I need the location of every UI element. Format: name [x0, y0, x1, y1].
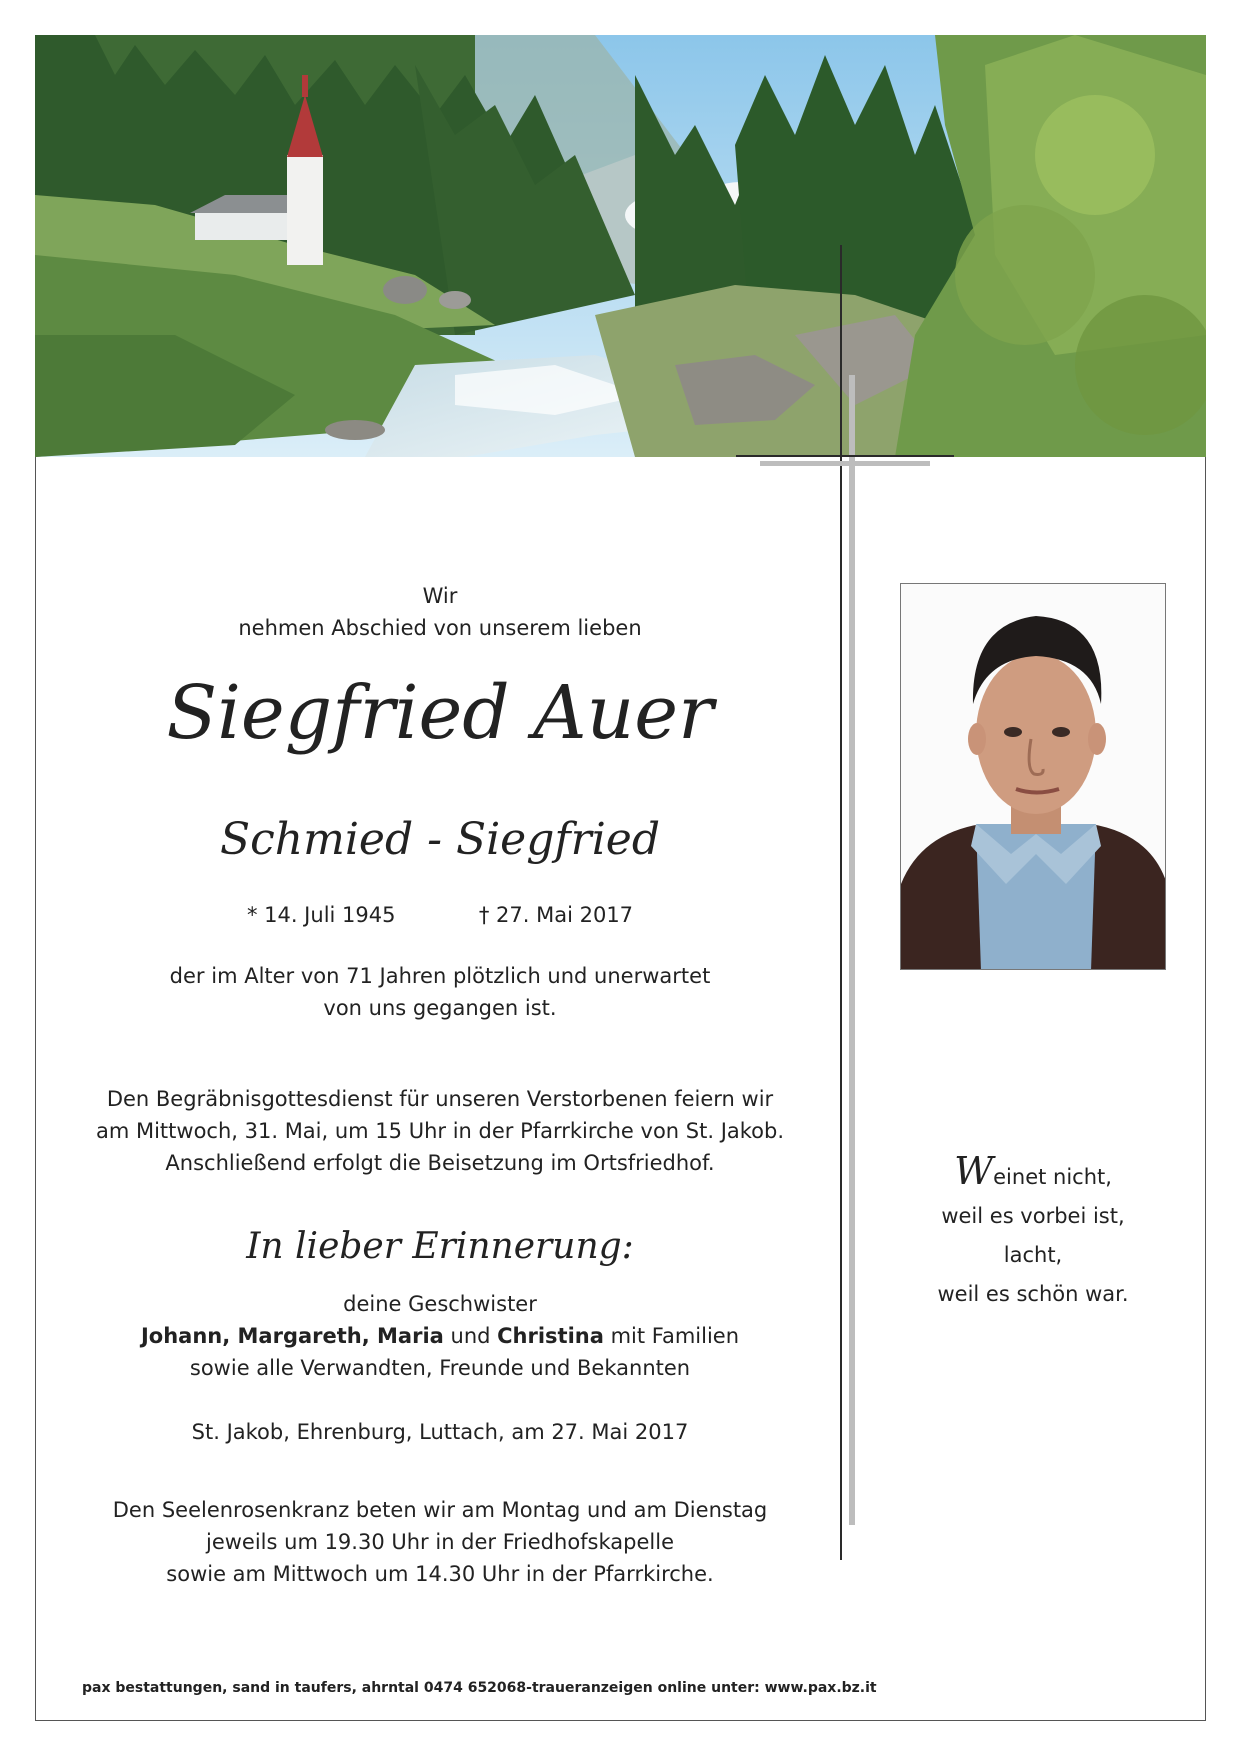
funeral-line-3: Anschließend erfolgt die Beisetzung im Ortsfriedhof.: [165, 1151, 715, 1175]
siblings-suffix: mit Familien: [603, 1324, 740, 1348]
landscape-banner-image: [35, 35, 1206, 457]
poem-line-1-rest: einet nicht,: [993, 1165, 1112, 1189]
rosary-line-1: Den Seelenrosenkranz beten wir am Montag und am Dienstag: [112, 1498, 768, 1522]
intro-line-2: nehmen Abschied von unserem lieben: [238, 616, 642, 640]
siblings-und: und: [443, 1324, 498, 1348]
passing-text: [60, 960, 820, 1024]
poem-initial-letter: W: [954, 1149, 994, 1193]
poem-line-4: weil es schön war.: [937, 1282, 1129, 1306]
funeral-text: [60, 1083, 820, 1179]
funeral-line-1: Den Begräbnisgottesdienst für unseren Verstorbenen feiern wir: [106, 1087, 774, 1111]
intro-block: [60, 580, 820, 644]
death-date: † 27. Mai 2017: [478, 903, 634, 927]
cross-vertical-light: [849, 375, 855, 1525]
poem-line-1: [900, 1149, 1166, 1197]
deceased-nickname: Schmied - Siegfried: [220, 814, 660, 865]
mourners-block: [60, 1288, 820, 1384]
passing-line-1: der im Alter von 71 Jahren plötzlich und unerwartet: [169, 964, 711, 988]
siblings-label: deine Geschwister: [343, 1292, 537, 1316]
siblings-line: [60, 1320, 820, 1352]
poem-line-2: weil es vorbei ist,: [941, 1204, 1125, 1228]
rosary-line-2: jeweils um 19.30 Uhr in der Friedhofskapelle: [206, 1530, 674, 1554]
cross-horizontal-light: [760, 461, 930, 466]
poem-line-3: lacht,: [1003, 1243, 1063, 1267]
footer-imprint: pax bestattungen, sand in taufers, ahrntal 0474 652068-traueranzeigen online unter: www.pax.bz.it: [82, 1680, 877, 1696]
rosary-text: [60, 1494, 820, 1590]
life-dates: [60, 899, 820, 931]
siblings-names-b: Christina: [497, 1324, 604, 1348]
siblings-names-a: Johann, Margareth, Maria: [140, 1324, 444, 1348]
rosary-line-3: sowie am Mittwoch um 14.30 Uhr in der Pfarrkirche.: [166, 1562, 714, 1586]
place-date: St. Jakob, Ehrenburg, Luttach, am 27. Mai 2017: [191, 1420, 689, 1444]
passing-line-2: von uns gegangen ist.: [323, 996, 557, 1020]
memory-heading: In lieber Erinnerung:: [246, 1226, 634, 1267]
portrait-photo: [900, 583, 1166, 970]
birth-date: * 14. Juli 1945: [246, 903, 396, 927]
funeral-line-2: am Mittwoch, 31. Mai, um 15 Uhr in der Pfarrkirche von St. Jakob.: [95, 1119, 785, 1143]
cross-horizontal-dark: [736, 455, 954, 457]
cross-vertical-dark: [840, 245, 842, 1560]
deceased-name: Siegfried Auer: [166, 670, 714, 756]
intro-line-1: Wir: [422, 584, 458, 608]
poem-block: [900, 1149, 1166, 1314]
others-line: sowie alle Verwandten, Freunde und Bekannten: [189, 1356, 691, 1380]
